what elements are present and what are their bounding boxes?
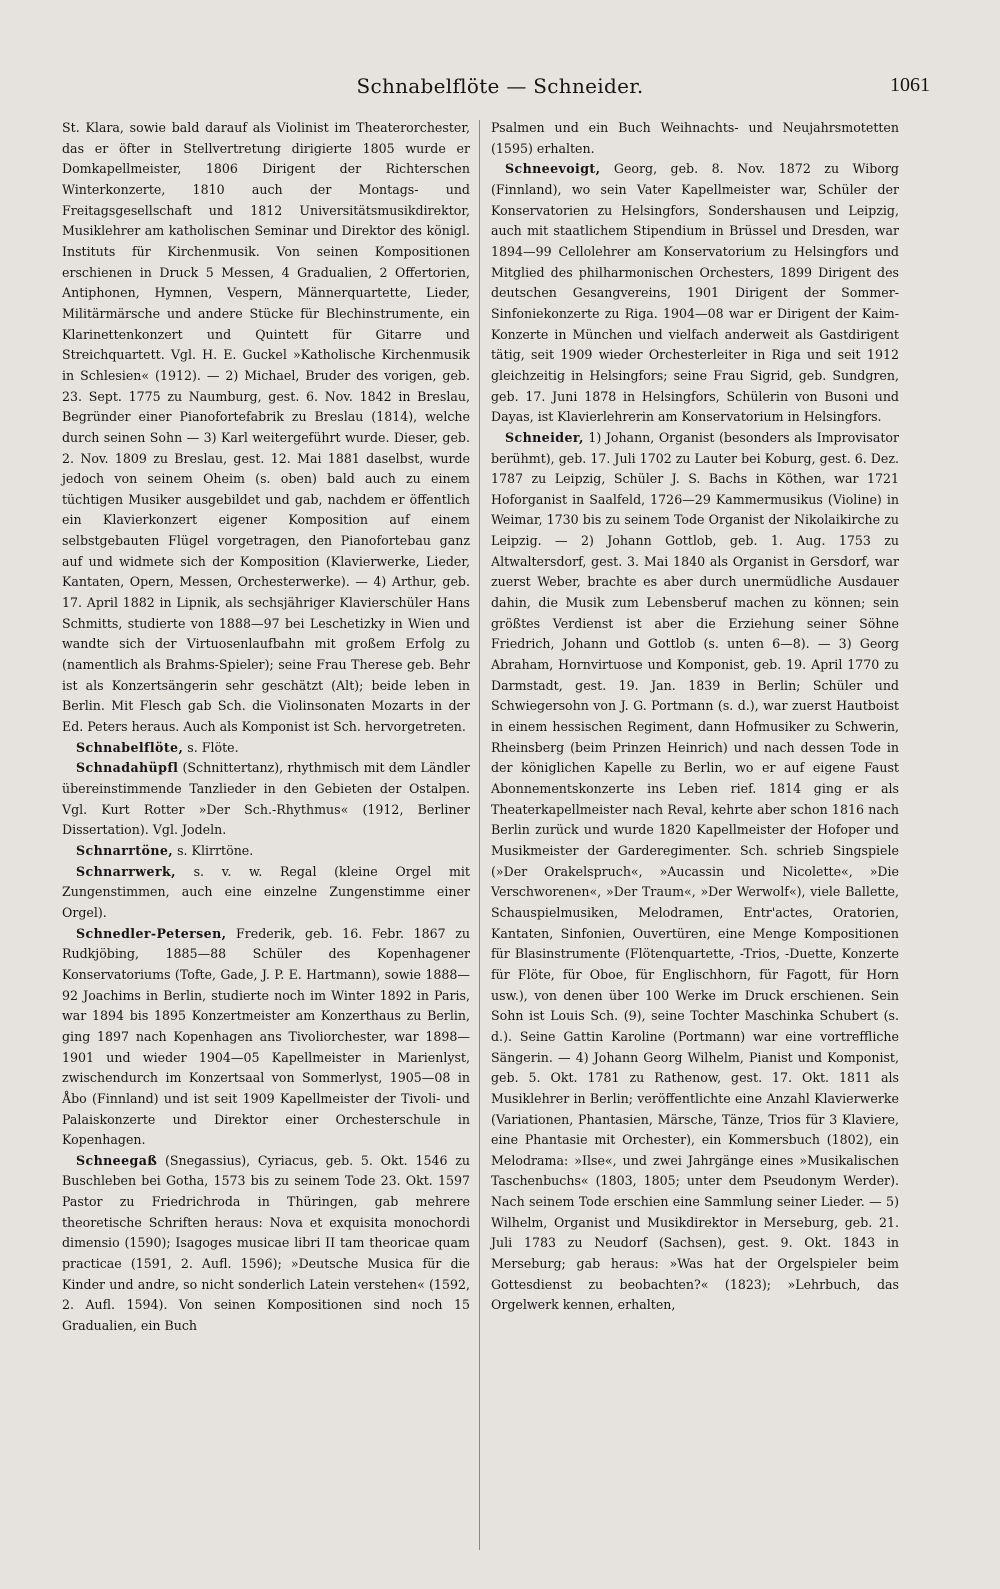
continuation-text: St. Klara, sowie bald darauf als Violinist im Theaterorchester, das er öfter in Stellvertretung dirigierte 1805 wurde er Domkapellmeister, 1806 Dirigent der Richterschen Winterkonzerte, 1810 auch der Montags- und Freitagsgesellschaft und 1812 Universitätsmusikdirektor, Musiklehrer am katholischen Seminar und Direktor des königl. Instituts für Kirchenmusik. Von seinen Kompositionen erschienen in Druck 5 Messen, 4 Gradualien, 2 Offertorien, Antiphonen, Hymnen, Vespern, Männerquartette, Lieder, Militärmärsche und andere Stücke für Blechinstrumente, ein Klarinettenkonzert und Quintett für Gitarre und Streichquartett. Vgl. H. E. Guckel »Katholische Kirchenmusik in Schlesien« (1912). — 2) Michael, Bruder des vorigen, geb. 23. Sept. 1775 zu Naumburg, gest. 6. Nov. 1842 in Breslau, Begründer einer Pianofortefabrik zu Breslau (1814), welche durch seinen Sohn — 3) Karl weitergeführt wurde. Dieser, geb. 2. Nov. 1809 zu Breslau, gest. 12. Mai 1881 daselbst, wurde jedoch von seinem Oheim (s. oben) bald auch zu einem tüchtigen Musiker ausgebildet und gab, nachdem er öffentlich ein Klavierkonzert eigener Komposition auf einem selbstgebauten Flügel vorgetragen, den Pianofortebau ganz auf und widmete sich der Komposition (Klavierwerke, Lieder, Kantaten, Opern, Messen, Orchesterwerke). — 4) Arthur, geb. 17. April 1882 in Lipnik, als sechsjähriger Klavierschüler Hans Schmitts, studierte von 1888—97 bei Leschetizky in Wien und wandte sich der Virtuosenlaufbahn mit großem Erfolg zu (namentlich als Brahms-Spieler); seine Frau Therese geb. Behr ist als Konzertsängerin sehr geschätzt (Alt); beide leben in Berlin. Mit Flesch gab Sch. die Violinsonaten Mozarts in der Ed. Peters heraus. Auch als Komponist ist Sch. hervorgetreten. [62,120,470,735]
entry-text: 1) Johann, Organist (besonders als Improvisator berühmt), geb. 17. Juli 1702 zu Lauter bei Koburg, gest. 6. Dez. 1787 zu Leipzig, Schüler J. S. Bachs in Köthen, war 1721 Hoforganist in Saalfeld, 1726—29 Kammermusikus (Violine) in Weimar, 1730 bis zu seinem Tode Organist der Nikolaikirche zu Leipzig. — 2) Johann Gottlob, geb. 1. Aug. 1753 zu Altwaltersdorf, gest. 3. Mai 1840 als Organist in Gersdorf, war zuerst Weber, brachte es aber durch unermüdliche Ausdauer dahin, die Musik zum Lebensberuf machen zu können; sein größtes Verdienst ist aber die Erziehung seiner Söhne Friedrich, Johann und Gottlob (s. unten 6—8). — 3) Georg Abraham, Hornvirtuose und Komponist, geb. 19. April 1770 zu Darmstadt, gest. 19. Jan. 1839 in Berlin; Schüler und Schwiegersohn von J. G. Portmann (s. d.), war zuerst Hautboist in einem hessischen Regiment, dann Hofmusiker zu Schwerin, Rheinsberg (beim Prinzen Heinrich) und nach dessen Tode in der königlichen Kapelle zu Berlin, wo er auf eigene Faust Abonnementskonzerte ins Leben rief. 1814 ging er als Theaterkapellmeister nach Reval, kehrte aber schon 1816 nach Berlin zurück und wurde 1820 Kapellmeister der Hofoper und Musikmeister der Garderegimenter. Sch. schrieb Singspiele (»Der Orakelspruch«, »Aucassin und Nicolette«, »Die Verschworenen«, »Der Traum«, »Der Werwolf«), viele Ballette, Schauspielmusiken, Melodramen, Entr'actes, Oratorien, Kantaten, Sinfonien, Ouvertüren, eine Menge Kompositionen für Blasinstrumente (Flötenquartette, -Trios, -Duette, Konzerte für Flöte, für Oboe, für Englischhorn, für Fagott, für Horn usw.), von denen über 100 Werke im Druck erschienen. Sein Sohn ist Louis Sch. (9), seine Tochter Maschinka Schubert (s. d.). Seine Gattin Karoline (Portmann) war eine vortreffliche Sängerin. — 4) Johann Georg Wilhelm, Pianist und Komponist, geb. 5. Okt. 1781 zu Rathenow, gest. 17. Okt. 1811 als Musiklehrer in Berlin; veröffentlichte eine Anzahl Klavierwerke (Variationen, Phantasien, Märsche, Tänze, Trios für 3 Klaviere, eine Phantasie mit Orchester), ein Kommersbuch (1802), ein Melodrama: »Ilse«, und zwei Jahrgänge eines »Musikalischen Taschenbuchs« (1803, 1805; unter dem Pseudonym Werder). Nach seinem Tode erschien eine Sammlung seiner Lieder. — 5) Wilhelm, Organist und Musikdirektor in Merseburg, geb. 21. Juli 1783 zu Neudorf (Sachsen), gest. 9. Okt. 1843 in Merseburg; gab heraus: »Was hat der Orgelspieler beim Gottesdienst zu beobachten?« (1823); »Lehrbuch, das Orgelwerk kennen, erhalten, [491,429,899,1313]
entry-text: s. Klirrtöne. [173,842,254,858]
entry-text: s. v. w. Regal (kleine Orgel mit Zungenstimmen, auch eine einzelne Zungenstimme einer Orgel). [62,863,470,920]
headword: Schneider, [505,429,584,445]
entry-text: Frederik, geb. 16. Febr. 1867 zu Rudkjöbing, 1885—88 Schüler des Kopenhagener Konservatoriums (Tofte, Gade, J. P. E. Hartmann), sowie 1888—92 Joachims in Berlin, studierte noch im Winter 1892 in Paris, war 1894 bis 1895 Konzertmeister am Konzerthaus zu Berlin, ging 1897 nach Kopenhagen ans Tivoliorchester, war 1898—1901 und wieder 1904—05 Kapellmeister in Marienlyst, zwischendurch im Konzertsaal von Sommerlyst, 1905—08 in Åbo (Finnland) und ist seit 1909 Kapellmeister der Tivoli- und Palaiskonzerte und Direktor einer Orchesterschule in Kopenhagen. [62,925,470,1148]
headword: Schnabelflöte, [76,739,184,755]
entry-text: Georg, geb. 8. Nov. 1872 zu Wiborg (Finnland), wo sein Vater Kapellmeister war, Schüler der Konservatorien zu Helsingfors, Sondershausen und Leipzig, auch mit staatlichem Stipendium in Brüssel und Dresden, war 1894—99 Cellolehrer am Konservatorium zu Helsingfors und Mitglied des philharmonischen Orchesters, 1899 Dirigent des deutschen Gesangvereins, 1901 Dirigent der Sommer-Sinfoniekonzerte zu Riga. 1904—08 war er Dirigent der Kaim-Konzerte in München und vielfach anderweit als Gastdirigent tätig, seit 1909 wieder Orchesterleiter in Riga und seit 1912 gleichzeitig in Helsingfors; seine Frau Sigrid, geb. Sundgren, geb. 17. Juni 1878 in Helsingfors, Schülerin von Busoni und Dayas, ist Klavierlehrerin am Konservatorium in Helsingfors. [491,161,899,425]
headword: Schnarrwerk, [76,863,176,879]
header-title: Schnabelflöte — Schneider. [356,74,644,98]
headword: Schneegaß [76,1152,158,1168]
left-column [62,118,470,1337]
running-header [62,70,938,110]
headword: Schnedler-Petersen, [76,925,227,941]
column-divider [479,120,480,1550]
headword: Schnadahüpfl [76,760,179,776]
entry-text: (Snegassius), Cyriacus, geb. 5. Okt. 1546 zu Buschleben bei Gotha, 1573 bis zu seinem Tode 23. Okt. 1597 Pastor zu Friedrichroda in Thüringen, gab mehrere theoretische Schriften heraus: Nova et exquisita monochordi dimensio (1590); Isagoges musicae libri II tam theoricae quam practicae (1591, 2. Aufl. 1596); »Deutsche Musica für die Kinder und andre, so nicht sonderlich Latein verstehen« (1592, 2. Aufl. 1594). Von seinen Kompositionen sind noch 15 Gradualien, ein Buch [62,1152,470,1334]
entry-schnedler-petersen [62,924,470,1151]
headword: Schnarrtöne, [76,842,174,858]
entry-schneegass [62,1151,470,1337]
page-number: 1061 [890,74,930,96]
entry-schnarrwerk [62,862,470,924]
entry-schnadahuepfl [62,758,470,841]
entry-schnarrtoene [62,841,470,862]
continuation-text: Psalmen und ein Buch Weihnachts- und Neujahrsmotetten (1595) erhalten. [491,120,899,156]
entry-text: s. Flöte. [183,739,239,755]
entry-schneevoigt [491,159,899,428]
entry-text: (Schnittertanz), rhythmisch mit dem Ländler übereinstimmende Tanzlieder in den Gebieten der Ostalpen. Vgl. Kurt Rotter »Der Sch.-Rhythmus« (1912, Berliner Dissertation). Vgl. Jodeln. [62,760,470,838]
entry-schnabelfloete [62,738,470,759]
right-column [491,118,899,1316]
headword: Schneevoigt, [505,161,601,177]
entry-schneider [491,428,899,1316]
